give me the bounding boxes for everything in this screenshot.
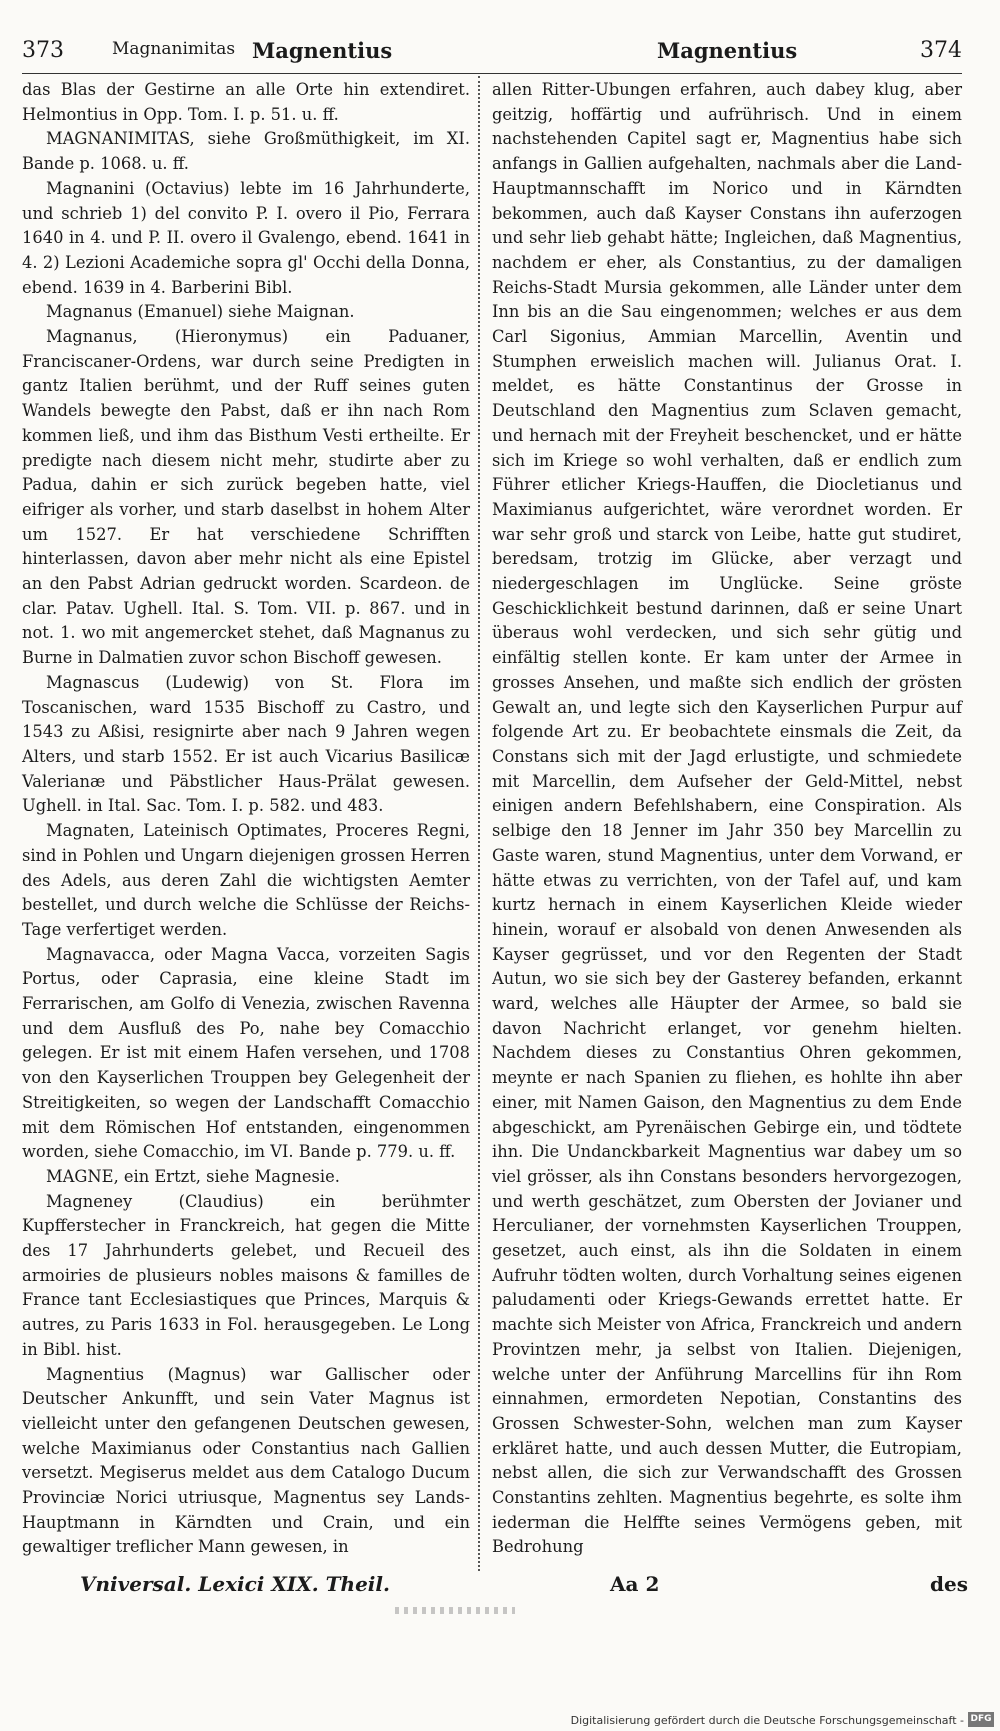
continued-text: das Blas der Gestirne an alle Orte hin extendiret. Helmontius in Opp. Tom. I. p. 51. u. ff. [22,80,470,124]
lexicon-entry: Magnascus (Ludewig) von St. Flora im Toscanischen, ward 1535 Bischoff zu Castro, und 1543 zu Aßisi, resignirte aber nach 9 Jahren wegen Alters, und starb 1552. Er ist auch Vicarius Basilicæ Valerianæ und Päbstlicher Haus-Prälat gewesen. Ughell. in Ital. Sac. Tom. I. p. 582. und 483. [22,672,470,816]
left-keyword: Magnanimitas [112,39,236,59]
left-page-number: 373 [22,38,64,63]
dfg-logo-badge: DFG [968,1712,994,1727]
print-smudge [395,1607,515,1614]
lexicon-entry: Magnanini (Octavius) lebte im 16 Jahrhunderte, und schrieb 1) del convito P. I. overo il Pio, Ferrara 1640 in 4. und P. II. overo il Gvalengo, ebend. 1641 in 4. 2) Lezioni Academiche sopra gl' Occhi della Donna, ebend. 1639 in 4. Barberini Bibl. [22,178,470,297]
lexicon-entry: MAGNE, ein Ertzt, siehe Magnesie. [46,1166,340,1186]
lexicon-entry: Magneney (Claudius) ein berühmter Kupfferstecher in Franckreich, hat gegen die Mitte des 17 Jahrhunderts gelebet, und Recueil des armoiries de plusieurs nobles maisons & familles de France tant Ecclesiastiques que Princes, Marquis & autres, zu Paris 1633 in Fol. herausgegeben. Le Long in Bibl. hist. [22,1191,470,1359]
quire-mark: Aa 2 [610,1572,660,1596]
lexicon-entry: Magnanus (Emanuel) siehe Maignan. [46,302,355,322]
right-headword: Magnentius [657,38,798,63]
left-headword: Magnentius [252,38,393,63]
left-column [22,78,470,1560]
continued-text: allen Ritter-Ubungen erfahren, auch dabey klug, aber geitzig, hoffärtig und aufrührisch. Und in einem nachstehenden Capitel sagt er, Magnentius habe sich anfangs in Gallien aufgehalten, nachmals aber die Land-Hauptmannschafft im Norico und in Kärndten bekommen, auch daß Kayser Constans ihn auferzogen und sehr lieb gehabt hätte; Ingleichen, daß Magnentius, nachdem er eher, als Constantius, zu der damaligen Reichs-Stadt Mursia gekommen, alle Länder unter dem Inn bis an die Sau eingenommen; welches er aus dem Carl Sigonius, Ammian Marcellin, Aventin und Stumphen erweislich machen will. Julianus Orat. I. meldet, es hätte Constantinus der Grosse in Deutschland den Magnentius zum Sclaven gemacht, und hernach mit der Freyheit beschencket, und er hätte sich im Kriege so wohl verhalten, daß er endlich zum Führer etlicher Kriegs-Hauffen, die Diocletianus und Maximianus aufgerichtet, wäre verordnet worden. Er war sehr groß und starck von Leibe, hatte gut studiret, beredsam, trotzig im Glücke, aber verzagt und niedergeschlagen im Unglücke. Seine gröste Geschicklichkeit bestund darinnen, daß er seine Unart überaus wohl verdecken, und sich sehr gütig und einfältig stellen konte. Er kam unter der Armee in grosses Ansehen, und maßte sich endlich der grösten Gewalt an, und legte sich den Kayserlichen Purpur auf folgende Art zu. Er beobachtete einsmals die Zeit, da Constans sich mit der Jagd erlustigte, und schmiedete mit Marcellin, dem Aufseher der Geld-Mittel, nebst einigen andern Befehlshabern, eine Conspiration. Als selbige den 18 Jenner im Jahr 350 bey Marcellin zu Gaste waren, stund Magnentius, unter dem Vorwand, er hätte etwas zu verrichten, von der Tafel auf, und kam kurtz hernach in einem Kayserlichen Kleide wieder hinein, worauf er alsobald von denen Anwesenden als Kayser gegrüsset, und vor den Regenten der Stadt Autun, wo sie sich bey der Gasterey befanden, erkannt ward, welches alle Häupter der Armee, so bald sie davon Nachricht erlanget, vor genehm hielten. Nachdem dieses zu Constantius Ohren gekommen, meynte er nach Spanien zu fliehen, es hohlte ihn aber einer, mit Namen Gaison, den Magnentius zu dem Ende abgeschickt, am Pyrenäischen Gebirge ein, und tödtete ihn. Die Undanckbarkeit Magnentius war dabey um so viel grösser, als ihn Constans besonders hervorgezogen, und werth geschätzet, zum Obersten der Jovianer und Herculianer, der vornehmsten Kayserlichen Trouppen, gesetzet, auch einst, als ihn die Soldaten in einem Aufruhr tödten wolten, durch Vorhaltung seines eigenen paludamenti oder Kriegs-Gewands errettet hatte. Er machte sich Meister von Africa, Franckreich und andern Provintzen mehr, ja selbst von Italien. Diejenigen, welche unter der Anführung Marcellins für ihn Rom einnahmen, ermordeten Nepotian, Constantins des Grossen Schwester-Sohn, welchen man zum Kayser erkläret hatte, und auch dessen Mutter, die Eutropiam, nebst allen, die sich zur Verwandschafft des Grossen Constantins zehlten. Magnentius begehrte, es solte ihm iederman die Helffte seines Vermögens geben, mit Bedrohung [492,80,962,1557]
header-rule [22,73,962,74]
right-page-number: 374 [920,38,962,63]
signature-line: Vniversal. Lexici XIX. Theil. [80,1572,390,1596]
digitization-note: Digitalisierung gefördert durch die Deutsche Forschungsgemeinschaft - [570,1714,964,1727]
lexicon-entry: Magnaten, Lateinisch Optimates, Proceres Regni, sind in Pohlen und Ungarn diejenigen grossen Herren des Adels, aus deren Zahl die wichtigsten Aemter bestellet, und durch welche die Schlüsse der Reichs-Tage verfertiget werden. [22,821,470,939]
lexicon-entry: MAGNANIMITAS, siehe Großmüthigkeit, im XI. Bande p. 1068. u. ff. [22,129,470,174]
lexicon-entry: Magnentius (Magnus) war Gallischer oder Deutscher Ankunfft, und sein Vater Magnus ist vielleicht unter den gefangenen Deutschen gewesen, welche Maximianus oder Constantius nach Gallien versetzt. Megiserus meldet aus dem Catalogo Ducum Provinciæ Norici utriusque, Magnentus sey Lands-Hauptmann in Kärndten und Crain, und ein gewaltiger treflicher Mann gewesen, in [22,1364,470,1557]
lexicon-entry: Magnavacca, oder Magna Vacca, vorzeiten Sagis Portus, oder Caprasia, eine kleine Stadt im Ferrarischen, am Golfo di Venezia, zwischen Ravenna und dem Ausfluß des Po, nahe bey Comacchio gelegen. Er ist mit einem Hafen versehen, und 1708 von den Kayserlichen Trouppen bey Gelegenheit der Streitigkeiten, so wegen der Landschafft Comacchio mit dem Römischen Hof entstanden, eingenommen worden, siehe Comacchio, im VI. Bande p. 779. u. ff. [22,944,470,1162]
catchword: des [930,1572,968,1596]
lexicon-entry: Magnanus, (Hieronymus) ein Paduaner, Franciscaner-Ordens, war durch seine Predigten in gantz Italien berühmt, und der Ruff seines guten Wandels bewegte den Pabst, daß er ihn nach Rom kommen ließ, und ihm das Bisthum Vesti ertheilte. Er predigte nach diesem nicht mehr, studirte aber zu Padua, dahin er sich zurück begeben hatte, viel eifriger als vorher, und starb daselbst in hohem Alter um 1527. Er hat verschiedene Schrifften hinterlassen, davon aber mehr nicht als eine Epistel an den Pabst Adrian gedruckt worden. Scardeon. de clar. Patav. Ughell. Ital. S. Tom. VII. p. 867. und in not. 1. wo mit angemercket stehet, daß Magnanus zu Burne in Dalmatien zuvor schon Bischoff gewesen. [22,327,470,668]
column-divider [478,76,481,1571]
right-column [492,78,962,1560]
